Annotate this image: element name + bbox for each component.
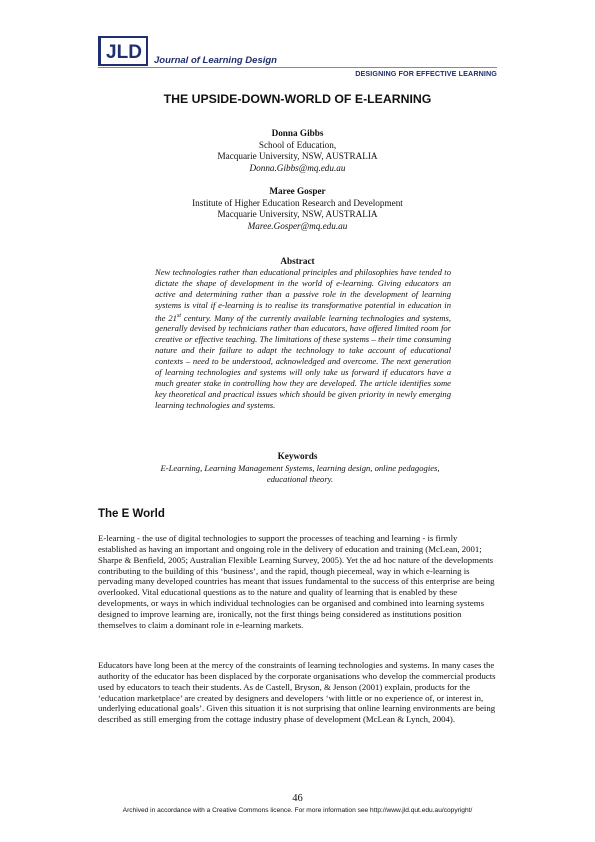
author-name: Donna Gibbs bbox=[271, 128, 324, 138]
author-name: Maree Gosper bbox=[269, 186, 326, 196]
journal-name: Journal of Learning Design bbox=[154, 55, 277, 66]
author-affiliation: Macquarie University, NSW, AUSTRALIA bbox=[217, 209, 378, 220]
body-paragraph: Educators have long been at the mercy of the constraints of learning technologies and systems. In many cases the authority of the educator has been displaced by the corporate organisations who develop the commercial products used by educators to teach their students. As de Castell, Bryson, & Jenson (2001) explain, products for the ‘education marketplace’ are created by designers and developers ‘with little or no experience of, or interest in, underlying educational goals’. Given this situation it is not surprising that online learning environments are being described as still emerging from the cottage industry phase of development (McLean & Lynch, 2004). bbox=[98, 660, 496, 725]
section-heading: The E World bbox=[98, 508, 165, 520]
journal-tagline: DESIGNING FOR EFFECTIVE LEARNING bbox=[355, 69, 497, 78]
logo-text: JLD bbox=[106, 42, 142, 63]
author-block-1 bbox=[98, 128, 497, 174]
author-email: Donna.Gibbs@mq.edu.au bbox=[249, 162, 346, 173]
abstract-text: New technologies rather than educational principles and philosophies have tended to dictate the shape of development in the world of e-learning. Giving educators an active and determining rather than a passive role in the development of learning systems is vital if e-learning is to realise its transformative potential in education in the 21st century. Many of the currently available learning technologies and systems, generally devised by technicians rather than educators, have offered limited room for creative or effective teaching. The limitations of these systems – their time consuming nature and their failure to adapt the technology to take account of educational contexts – need to be understood, acknowledged and overcome. The next generation of learning technologies and systems will only take us forward if educators have a much greater stake in controlling how they are developed. The article identifies some key theoretical and practical issues which should be given priority in newly emerging learning technologies and systems. bbox=[155, 267, 451, 410]
keywords-text: E-Learning, Learning Management Systems, learning design, online pedagogies, educational theory. bbox=[160, 463, 440, 484]
header-divider bbox=[98, 67, 497, 68]
author-affiliation: School of Education, bbox=[258, 139, 337, 150]
author-block-2 bbox=[98, 186, 497, 232]
journal-logo bbox=[98, 36, 148, 66]
author-affiliation: Institute of Higher Education Research and Development bbox=[192, 197, 403, 208]
page-number: 46 bbox=[292, 793, 303, 804]
keywords-heading: Keywords bbox=[277, 451, 318, 461]
body-paragraph: E-learning - the use of digital technologies to support the processes of teaching and learning - is firmly established as having an important and ongoing role in the delivery of education and training (McLean, 2001; Sharpe & Benfield, 2005; Australian Flexible Learning Survey, 2005). Yet the ad hoc nature of the developments contributing to the building of this ‘business’, and the rapid, though piecemeal, way in which e-learning is pervading many developed countries has meant that issues fundamental to the success of this enterprise are being overlooked. Vital educational questions as to the nature and quality of learning that is enabled by these developments, or ways in which individual technologies can be organised and combined into learning systems designed to improve learning are, ironically, not the first things being considered as institutions position themselves to claim a dominant role in e-learning markets. bbox=[98, 533, 495, 630]
author-email: Maree.Gosper@mq.edu.au bbox=[247, 220, 348, 231]
paper-title: THE UPSIDE-DOWN-WORLD OF E-LEARNING bbox=[163, 92, 432, 106]
copyright-footer: Archived in accordance with a Creative Commons licence. For more information see http://www.jld.qut.edu.au/copyright/ bbox=[122, 807, 473, 814]
abstract-heading: Abstract bbox=[280, 256, 315, 266]
author-affiliation: Macquarie University, NSW, AUSTRALIA bbox=[217, 151, 378, 162]
